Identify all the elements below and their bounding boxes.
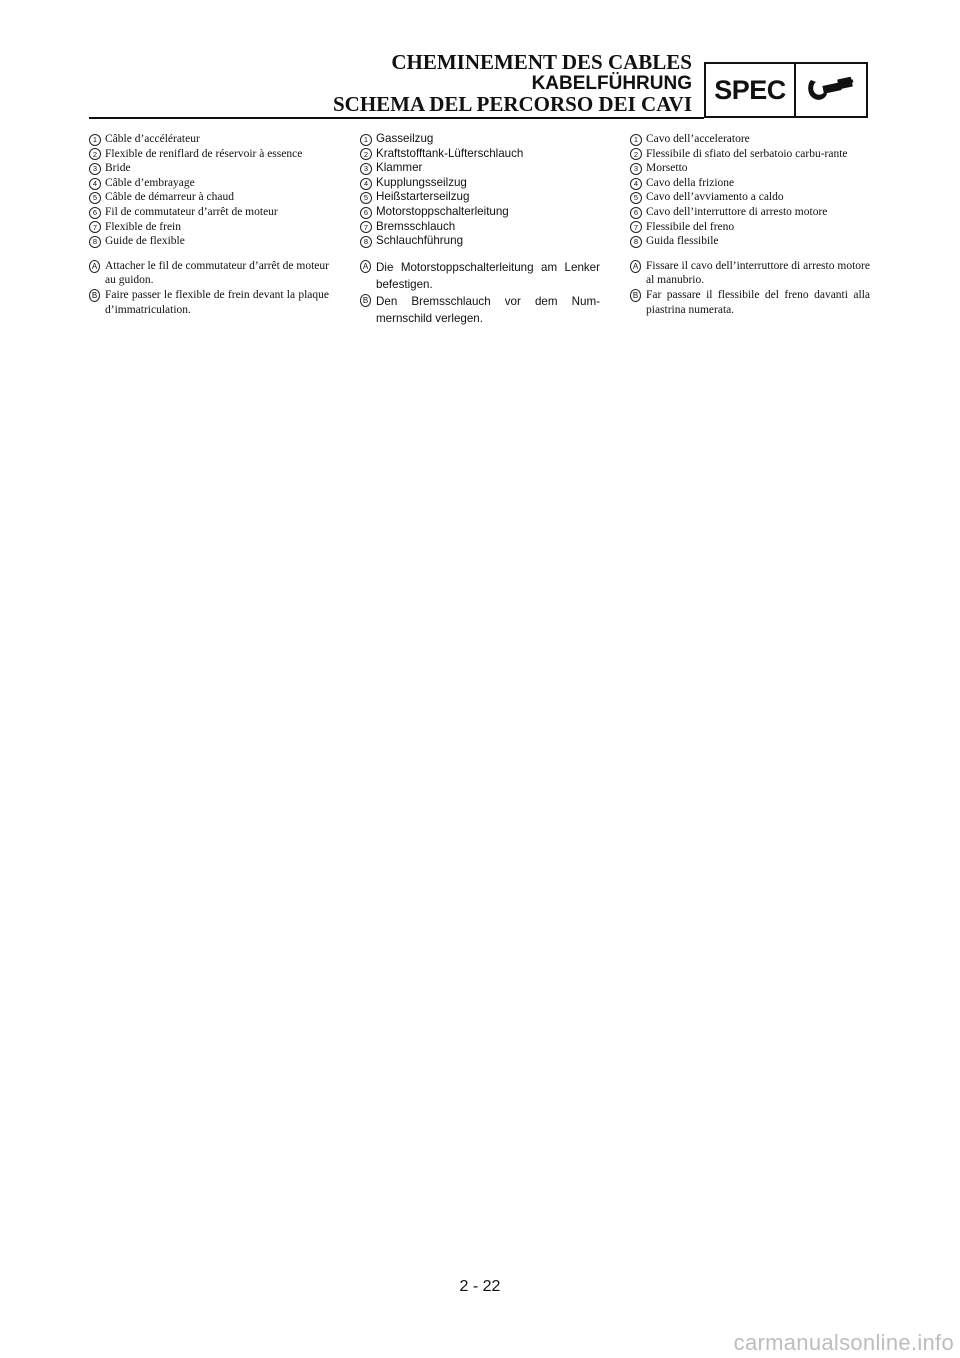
list-item: 2 Flexible de reniflard de réservoir à essence bbox=[89, 147, 329, 162]
column-german bbox=[360, 132, 600, 327]
list-item: 5 Câble de démarreur à chaud bbox=[89, 190, 329, 205]
list-item: 4 Cavo della frizione bbox=[630, 176, 870, 191]
list-item: 4 Câble d’embrayage bbox=[89, 176, 329, 191]
list-item: 8 Guide de flexible bbox=[89, 234, 329, 249]
note-item: B Faire passer le flexible de frein devant la plaque d’immatriculation. bbox=[89, 288, 329, 317]
list-item: 7 Flessibile del freno bbox=[630, 220, 870, 235]
list-item: 6 Cavo dell’interruttore di arresto motore bbox=[630, 205, 870, 220]
list-item: 7 Bremsschlauch bbox=[360, 220, 600, 235]
list-item: 6 Fil de commutateur d’arrêt de moteur bbox=[89, 205, 329, 220]
list-item: 5 Heißstarterseilzug bbox=[360, 190, 600, 205]
column-italian bbox=[630, 132, 870, 317]
note-item: B Far passare il flessibile del freno davanti alla piastrina numerata. bbox=[630, 288, 870, 317]
list-item: 7 Flexible de frein bbox=[89, 220, 329, 235]
section-title bbox=[333, 52, 692, 115]
list-item: 6 Motorstoppschalterleitung bbox=[360, 205, 600, 220]
list-item: 5 Cavo dell’avviamento a caldo bbox=[630, 190, 870, 205]
watermark: carmanualsonline.info bbox=[733, 1330, 954, 1355]
note-item: A Die Motorstoppschalterleitung am Lenker befestigen. bbox=[360, 259, 600, 293]
column-french bbox=[89, 132, 329, 317]
list-item: 3 Klammer bbox=[360, 161, 600, 176]
list-item: 2 Kraftstofftank-Lüfterschlauch bbox=[360, 147, 600, 162]
page-number: 2 - 22 bbox=[459, 1278, 501, 1295]
title-italian: SCHEMA DEL PERCORSO DEI CAVI bbox=[332, 92, 692, 116]
list-item: 1 Câble d’accélérateur bbox=[89, 132, 329, 147]
wrench-tool-icon bbox=[796, 64, 866, 116]
list-item: 8 Guida flessibile bbox=[630, 234, 870, 249]
header-divider bbox=[89, 117, 704, 119]
title-french: CHEMINEMENT DES CABLES bbox=[391, 50, 692, 74]
note-item: B Den Bremsschlauch vor dem Num-mernschild verlegen. bbox=[360, 293, 600, 327]
list-item: 4 Kupplungsseilzug bbox=[360, 176, 600, 191]
note-item: A Fissare il cavo dell’interruttore di arresto motore al manubrio. bbox=[630, 259, 870, 288]
spec-label: SPEC bbox=[706, 64, 796, 116]
list-item: 3 Morsetto bbox=[630, 161, 870, 176]
list-item: 2 Flessibile di sfiato del serbatoio carbu-rante bbox=[630, 147, 870, 162]
list-item: 1 Cavo dell’acceleratore bbox=[630, 132, 870, 147]
list-item: 3 Bride bbox=[89, 161, 329, 176]
list-item: 1 Gasseilzug bbox=[360, 132, 600, 147]
title-german: KABELFÜHRUNG bbox=[531, 73, 692, 94]
note-item: A Attacher le fil de commutateur d’arrêt de moteur au guidon. bbox=[89, 259, 329, 288]
spec-badge bbox=[704, 62, 868, 118]
list-item: 8 Schlauchführung bbox=[360, 234, 600, 249]
